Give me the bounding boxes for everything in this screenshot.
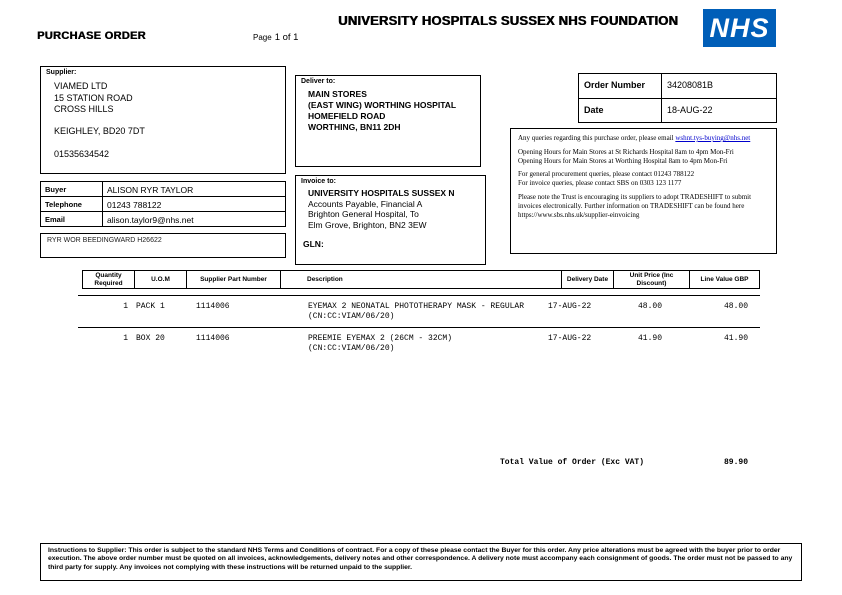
row-part-number: 1114006: [196, 334, 230, 343]
row-line-value: 41.90: [723, 334, 748, 343]
deliver-to-box: [295, 75, 481, 167]
nhs-logo: [703, 9, 776, 47]
row-unit-price: 41.90: [637, 334, 662, 343]
deliver-line-4: WORTHING, BN11 2DH: [308, 122, 401, 132]
supplier-box: [40, 66, 286, 174]
invoice-line-3: Brighton General Hospital, To: [308, 209, 419, 219]
supplier-name: VIAMED LTD: [54, 81, 108, 91]
supplier-instructions: Instructions to Supplier: This order is subject to the standard NHS Terms and Conditions of contract. For a copy of these please contact the Buyer for this order. Any price alterations must be agreed with the buyer prior to order execution. The above order number must be quoted on all invoices, acknowledgements, delivery notes and other correspondence. A delivery note must accompany each consignment of goods. The order must not be passed to any third party for supply. Any invoices not complying with these instructions will be returned unpaid to the supplier.: [48, 547, 793, 571]
supplier-address: [46, 81, 280, 161]
col-header-delivery-date: Delivery Date: [561, 270, 614, 289]
supplier-city-postcode: KEIGHLEY, BD20 7DT: [54, 125, 145, 136]
supplier-instructions-box: [40, 543, 802, 581]
telephone-label: Telephone: [41, 197, 103, 211]
row-description: [308, 334, 548, 354]
page-indicator: [253, 32, 298, 43]
gln-label: GLN:: [303, 239, 324, 249]
table-row: [0, 302, 842, 326]
order-date-label: Date: [584, 105, 604, 115]
supplier-address1: 15 STATION ROAD: [54, 92, 133, 103]
invoice-line-4: Elm Grove, Brighton, BN2 3EW: [308, 219, 427, 230]
nhs-logo-text: NHS: [709, 12, 770, 43]
invoice-to-box: [295, 175, 486, 265]
supplier-address2: CROSS HILLS: [54, 104, 114, 114]
order-info-table: [578, 73, 777, 123]
tradeshift-note: Please note the Trust is encouraging its suppliers to adopt TRADESHIFT to submit invoices electronically. Further information on TRADESHIFT can be found here https://www.sbs.nhs.uk/supplier-einvoicing: [518, 192, 752, 219]
row-description-line2: (CN:CC:VIAM/06/20): [308, 312, 395, 321]
organisation-title: UNIVERSITY HOSPITALS SUSSEX NHS FOUNDATION: [338, 13, 678, 28]
deliver-to-label: Deliver to:: [301, 78, 336, 85]
buyer-row: [40, 181, 286, 197]
buyer-label: Buyer: [41, 182, 103, 196]
ward-reference: RYR WOR BEEDINGWARD H26622: [47, 237, 162, 244]
row-quantity: 1: [123, 334, 128, 343]
email-row: [40, 211, 286, 227]
row-delivery-date: 17-AUG-22: [548, 334, 592, 343]
row-quantity: 1: [123, 302, 128, 311]
row-uom: BOX 20: [136, 334, 165, 343]
invoice-line-1: UNIVERSITY HOSPITALS SUSSEX N: [308, 188, 455, 198]
order-total-label: Total Value of Order (Exc VAT): [500, 458, 645, 467]
col-header-part: Supplier Part Number: [186, 270, 281, 289]
order-number-value: 34208081B: [667, 80, 714, 90]
deliver-line-1: MAIN STORES: [308, 89, 367, 99]
row-description: [308, 302, 548, 322]
queries-box: [510, 128, 777, 254]
row-delivery-date: 17-AUG-22: [548, 302, 592, 311]
row-line-value: 48.00: [723, 302, 748, 311]
opening-hours-2: Opening Hours for Main Stores at Worthing Hospital 8am to 4pm Mon-Fri: [518, 156, 728, 165]
invoice-line-2: Accounts Payable, Financial A: [308, 198, 423, 209]
col-header-unit-price: Unit Price (Inc Discount): [613, 270, 690, 289]
table-rule: [78, 295, 760, 296]
invoice-queries: For invoice queries, please contact SBS on 0303 123 1177: [518, 179, 682, 188]
queries-intro: Any queries regarding this purchase order, please email: [518, 134, 674, 142]
deliver-line-3: HOMEFIELD ROAD: [308, 111, 386, 121]
row-description-line1: EYEMAX 2 NEONATAL PHOTOTHERAPY MASK - REGULAR: [308, 302, 525, 311]
page-value: 1 of 1: [274, 32, 299, 43]
col-header-line-value: Line Value GBP: [689, 270, 760, 289]
row-uom: PACK 1: [136, 302, 165, 311]
page-label: Page: [253, 33, 272, 42]
order-total-value: 89.90: [723, 458, 748, 467]
queries-email-link[interactable]: wshnt.tys-buying@nhs.net: [675, 134, 751, 142]
queries-intro-paragraph: [518, 134, 769, 143]
row-part-number: 1114006: [196, 302, 230, 311]
email-label: Email: [41, 212, 103, 226]
table-row: [0, 334, 842, 358]
opening-hours-1: Opening Hours for Main Stores at St Richards Hospital 8am to 4pm Mon-Fri: [518, 147, 734, 156]
email-value: alison.taylor9@nhs.net: [107, 214, 194, 225]
supplier-phone: 01535634542: [54, 149, 110, 159]
order-date-value: 18-AUG-22: [667, 105, 713, 115]
supplier-label: Supplier:: [46, 69, 77, 76]
deliver-to-address: [301, 89, 475, 133]
col-header-quantity: Quantity Required: [82, 270, 135, 289]
procurement-queries: For general procurement queries, please contact 01243 788122: [518, 170, 695, 179]
order-number-label: Order Number: [584, 80, 646, 90]
row-description-line1: PREEMIE EYEMAX 2 (26CM - 32CM): [308, 334, 453, 343]
row-unit-price: 48.00: [637, 302, 662, 311]
col-header-uom: U.O.M: [134, 270, 187, 289]
row-description-line2: (CN:CC:VIAM/06/20): [308, 344, 395, 353]
deliver-line-2: (EAST WING) WORTHING HOSPITAL: [308, 100, 457, 110]
col-header-description: Description: [280, 270, 562, 289]
ward-reference-box: [40, 233, 286, 258]
telephone-row: [40, 196, 286, 212]
document-title: PURCHASE ORDER: [37, 30, 146, 42]
order-total-row: [0, 458, 842, 470]
buyer-name: ALISON RYR TAYLOR: [107, 184, 194, 195]
table-rule: [78, 327, 760, 328]
telephone-value: 01243 788122: [107, 199, 162, 210]
invoice-to-address: [301, 188, 480, 230]
invoice-to-label: Invoice to:: [301, 178, 337, 185]
